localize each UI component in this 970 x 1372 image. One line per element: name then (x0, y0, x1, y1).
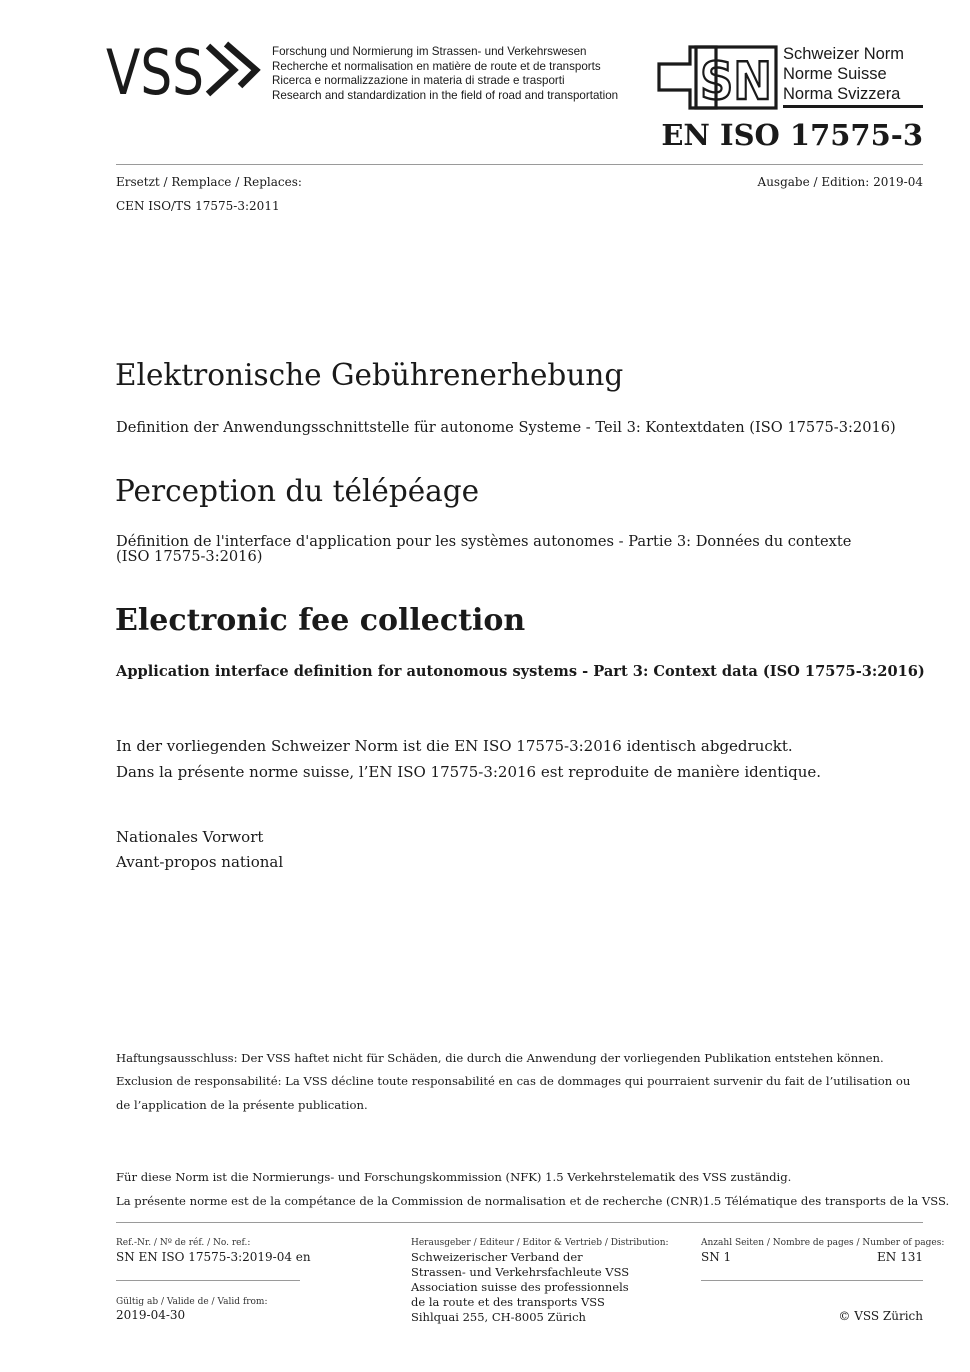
ref-label: Ref.-Nr. / Nº de réf. / No. ref.: (116, 1238, 251, 1248)
pages-sn: SN 1 (701, 1250, 732, 1264)
vss-tagline-fr: Recherche et normalisation en matière de route et de transports (272, 59, 601, 73)
publisher-label: Herausgeber / Editeur / Editor & Vertrieb / Distribution: (411, 1238, 669, 1248)
publisher-line: Association suisse des professionnels (411, 1280, 629, 1294)
sn-logo (656, 44, 780, 116)
ref-divider (116, 1280, 300, 1281)
sn-name-de: Schweizer Norm (783, 45, 905, 63)
sn-underline (783, 105, 923, 108)
document-number: EN ISO 17575-3 (661, 118, 923, 152)
copyright: © VSS Zürich (838, 1309, 923, 1323)
vss-logo (106, 40, 266, 104)
disclaimer-fr-line1: Exclusion de responsabilité: La VSS décline toute responsabilité en cas de dommages qui pourraient survenir du fait de l’utilisation ou (116, 1074, 911, 1088)
subtitle-de: Definition der Anwendungsschnittstelle für autonome Systeme - Teil 3: Kontextdaten (ISO 17575-3:2016) (116, 419, 896, 436)
publisher-line: Schweizerischer Verband der (411, 1250, 583, 1264)
sn-name-it: Norma Svizzera (783, 85, 901, 103)
identical-note-fr: Dans la présente norme suisse, l’EN ISO 17575-3:2016 est reproduite de manière identique. (116, 763, 822, 781)
publisher-address (411, 1250, 629, 1325)
committee-fr: La présente norme est de la compétance de la Commission de normalisation et de recherche (CNR)1.5 Télématique des transports de la VSS. (116, 1194, 950, 1208)
valid-label: Gültig ab / Valide de / Valid from: (116, 1297, 268, 1307)
valid-value: 2019-04-30 (116, 1308, 186, 1322)
replaces-value: CEN ISO/TS 17575-3:2011 (116, 199, 280, 213)
disclaimer-de: Haftungsausschluss: Der VSS haftet nicht für Schäden, die durch die Anwendung der vorliegenden Publikation entstehen können. (116, 1051, 884, 1065)
publisher-line: Sihlquai 255, CH-8005 Zürich (411, 1310, 586, 1324)
title-fr: Perception du télépéage (115, 474, 480, 508)
title-de: Elektronische Gebührenerhebung (115, 358, 624, 392)
identical-note-de: In der vorliegenden Schweizer Norm ist die EN ISO 17575-3:2016 identisch abgedruckt. (116, 737, 793, 755)
header-divider (116, 164, 923, 165)
edition: Ausgabe / Edition: 2019-04 (757, 175, 923, 189)
vss-tagline-de: Forschung und Normierung im Strassen- und Verkehrswesen (272, 45, 587, 58)
subtitle-fr-line2: (ISO 17575-3:2016) (116, 548, 263, 565)
vss-logo-text: VSS (106, 40, 204, 100)
vss-tagline (272, 45, 618, 103)
pages-divider (701, 1280, 923, 1281)
committee-de: Für diese Norm ist die Normierungs- und Forschungskommission (NFK) 1.5 Verkehrstelematik des VSS zuständig. (116, 1170, 792, 1184)
subtitle-fr (116, 534, 851, 564)
pages-label: Anzahl Seiten / Nombre de pages / Number of pages: (701, 1238, 945, 1248)
footer-divider (116, 1222, 923, 1223)
foreword-heading-fr: Avant-propos national (116, 853, 284, 871)
ref-value: SN EN ISO 17575-3:2019-04 en (116, 1250, 311, 1264)
vss-tagline-en: Research and standardization in the field of road and transportation (272, 88, 619, 102)
subtitle-fr-line1: Définition de l'interface d'application pour les systèmes autonomes - Partie 3: Données du contexte (116, 533, 852, 550)
sn-name-fr: Norme Suisse (783, 65, 887, 83)
replaces-label: Ersetzt / Remplace / Replaces: (116, 175, 302, 189)
pages-en: EN 131 (877, 1250, 923, 1264)
subtitle-en: Application interface definition for autonomous systems - Part 3: Context data (ISO 17575-3:2016) (116, 663, 925, 680)
sn-norm-names (783, 44, 904, 104)
disclaimer-fr-line2: de l’application de la présente publication. (116, 1098, 368, 1112)
vss-tagline-it: Ricerca e normalizzazione in materia di strade e trasporti (272, 74, 565, 87)
publisher-line: de la route et des transports VSS (411, 1295, 605, 1309)
publisher-line: Strassen- und Verkehrsfachleute VSS (411, 1265, 630, 1279)
sn-logo-text: SN (700, 52, 772, 112)
foreword-heading-de: Nationales Vorwort (116, 828, 264, 846)
title-en: Electronic fee collection (115, 603, 526, 638)
